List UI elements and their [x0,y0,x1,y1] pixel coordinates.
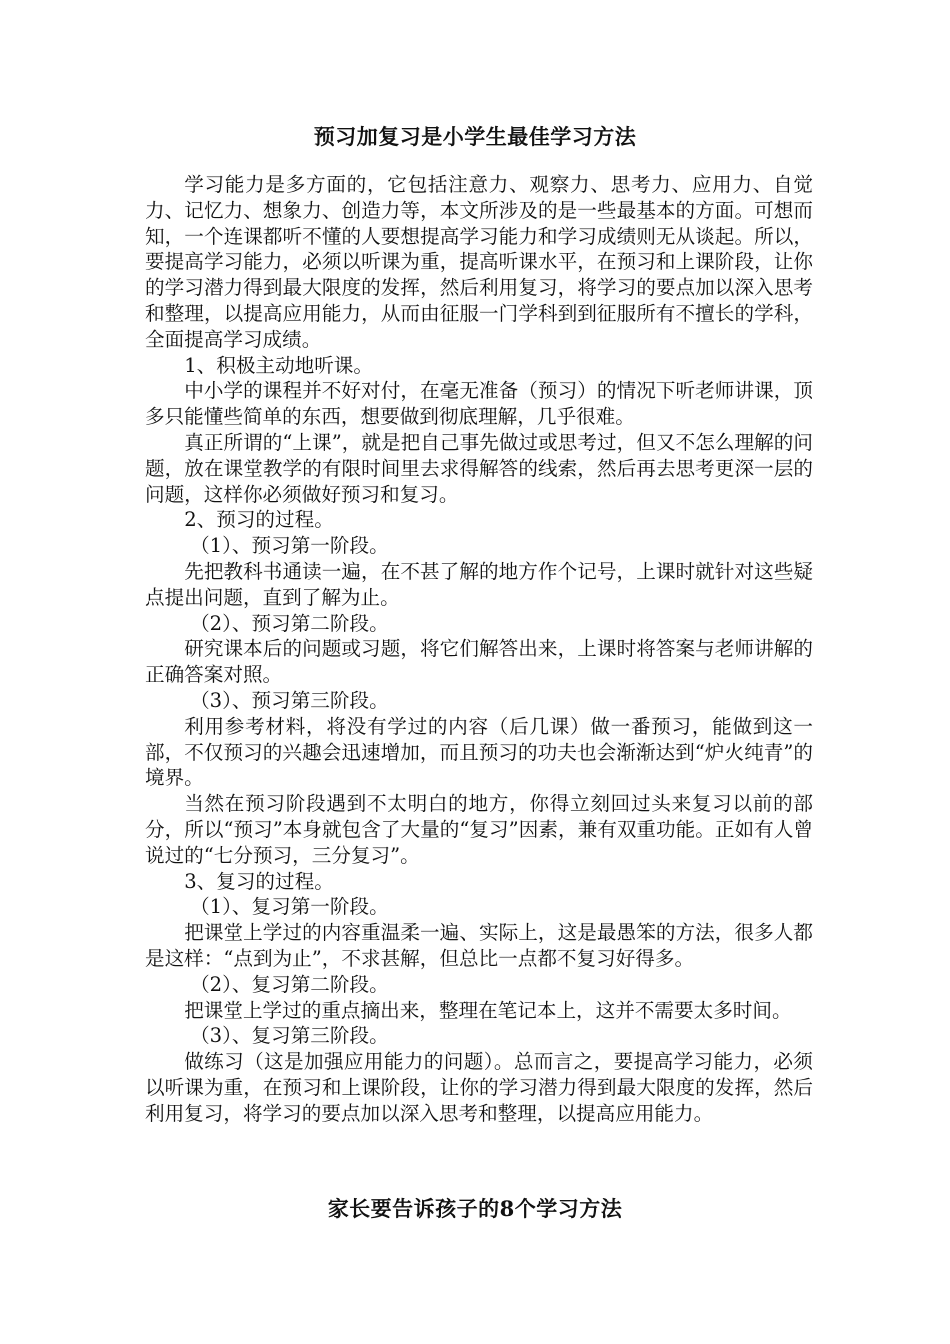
section-heading: 2、预习的过程。 [184,508,334,532]
paragraph: 做练习（这是加强应用能力的问题）。总而言之，要提高学习能力，必须以听课为重，在预习和上课阶段，让你的学习潜力得到最大限度的发挥，然后利用复习，将学习的要点加以深入思考和整理，以提高应用能力。 [145,1050,813,1125]
subsection-heading: （2）、复习第二阶段。 [190,972,389,996]
paragraph: 把课堂上学过的内容重温柔一遍、实际上，这是最愚笨的方法，很多人都是这样：“点到为止”，不求甚解，但总比一点都不复习好得多。 [145,921,813,970]
subsection-heading: （1）、复习第一阶段。 [190,895,389,919]
subsection-heading: （2）、预习第二阶段。 [190,611,389,635]
paragraph: 把课堂上学过的重点摘出来，整理在笔记本上，这并不需要太多时间。 [184,998,792,1022]
subsection-heading: （3）、复习第三阶段。 [190,1024,389,1048]
article-title: 预习加复习是小学生最佳学习方法 [313,124,637,149]
section-heading: 1、积极主动地听课。 [184,353,373,377]
paragraph: 先把教科书通读一遍，在不甚了解的地方作个记号，上课时就针对这些疑点提出问题，直到了解为止。 [145,559,813,609]
paragraph: 研究课本后的问题或习题，将它们解答出来，上课时将答案与老师讲解的正确答案对照。 [145,637,813,687]
paragraph: 真正所谓的“上课”，就是把自己事先做过或思考过，但又不怎么理解的问题，放在课堂教学的有限时间里去求得解答的线索，然后再去思考更深一层的问题，这样你必须做好预习和复习。 [145,430,813,506]
paragraph: 利用参考材料，将没有学过的内容（后几课）做一番预习，能做到这一部，不仅预习的兴趣会迅速增加，而且预习的功夫也会渐渐达到“炉火纯青”的境界。 [145,714,813,790]
paragraph: 当然在预习阶段遇到不太明白的地方，你得立刻回过头来复习以前的部分，所以“预习”本身就包含了大量的“复习”因素，兼有双重功能。正如有人曾说过的“七分预习，三分复习”。 [145,792,813,867]
section-heading: 3、复习的过程。 [184,869,334,893]
article-body [145,172,813,1126]
subsection-heading: （3）、预习第三阶段。 [190,688,389,712]
paragraph: 中小学的课程并不好对付，在毫无准备（预习）的情况下听老师讲课，顶多只能懂些简单的东西，想要做到彻底理解，几乎很难。 [145,379,813,429]
next-article-title: 家长要告诉孩子的8个学习方法 [327,1196,623,1221]
subsection-heading: （1）、预习第一阶段。 [190,534,389,558]
paragraph: 学习能力是多方面的，它包括注意力、观察力、思考力、应用力、自觉力、记忆力、想象力、创造力等，本文所涉及的是一些最基本的方面。可想而知，一个连课都听不懂的人要想提高学习能力和学习成绩则无从谈起。所以，要提高学习能力，必须以听课为重，提高听课水平，在预习和上课阶段，让你的学习潜力得到最大限度的发挥，然后利用复习，将学习的要点加以深入思考和整理，以提高应用能力，从而由征服一门学科到到征服所有不擅长的学科，全面提高学习成绩。 [145,173,813,351]
